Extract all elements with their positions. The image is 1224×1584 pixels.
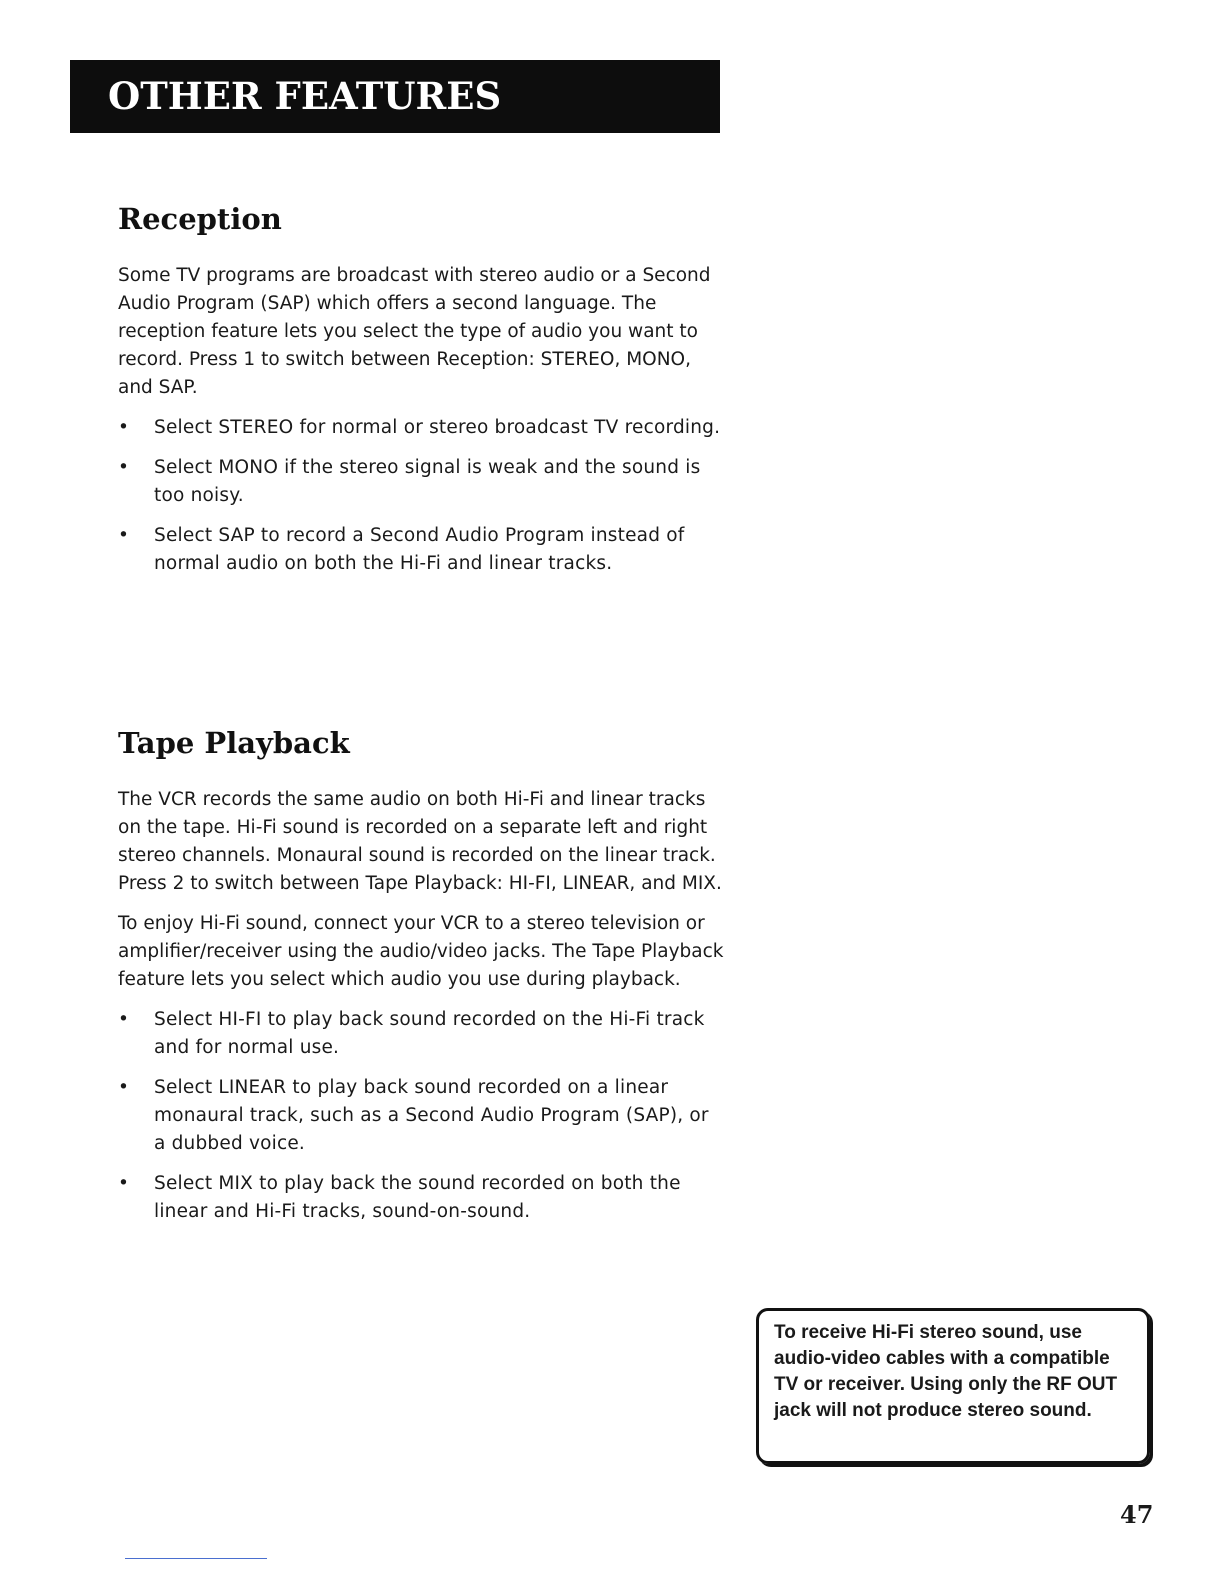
list-item-text: Select STEREO for normal or stereo broadcast TV recording. — [154, 417, 721, 438]
page-number: 47 — [1120, 1500, 1154, 1529]
bullet-icon: • — [118, 525, 130, 546]
bullet-icon: • — [118, 457, 130, 478]
list-item — [118, 414, 738, 442]
list-item-text: Select MIX to play back the sound recorded on both the linear and Hi-Fi tracks, sound-on-sound. — [154, 1173, 681, 1222]
list-item — [118, 1074, 714, 1158]
bullet-icon: • — [118, 1077, 130, 1098]
reception-section — [118, 202, 738, 590]
bullet-icon: • — [118, 1009, 130, 1030]
list-item-text: Select SAP to record a Second Audio Program instead of normal audio on both the Hi-Fi and linear tracks. — [154, 525, 685, 574]
list-item-text: Select MONO if the stereo signal is weak and the sound is too noisy. — [154, 457, 701, 506]
list-item — [118, 1170, 714, 1226]
reception-heading: Reception — [118, 202, 282, 236]
section-header-bar — [70, 60, 720, 133]
page-title: OTHER FEATURES — [108, 74, 502, 118]
bullet-icon: • — [118, 417, 130, 438]
list-item-text: Select HI-FI to play back sound recorded on the Hi-Fi track and for normal use. — [154, 1009, 705, 1058]
tape-playback-section — [118, 726, 738, 1238]
list-item — [118, 522, 714, 578]
bullet-icon: • — [118, 1173, 130, 1194]
tape-playback-para-1: The VCR records the same audio on both Hi-Fi and linear tracks on the tape. Hi-Fi sound is recorded on a separate left and right stereo channels. Monaural sound is recorded on the linear track. Press 2 to switch between Tape Playback: HI-FI, LINEAR, and MIX. — [118, 789, 722, 894]
tape-playback-para-2: To enjoy Hi-Fi sound, connect your VCR to a stereo television or amplifier/receiver using the audio/video jacks. The Tape Playback feature lets you select which audio you use during playback. — [118, 913, 724, 990]
footer-divider — [125, 1558, 267, 1559]
list-item — [118, 1006, 714, 1062]
tape-playback-bullet-list — [118, 1006, 738, 1226]
list-item — [118, 454, 714, 510]
list-item-text: Select LINEAR to play back sound recorded on a linear monaural track, such as a Second Audio Program (SAP), or a dubbed voice. — [154, 1077, 709, 1154]
reception-intro: Some TV programs are broadcast with stereo audio or a Second Audio Program (SAP) which offers a second language. The reception feature lets you select the type of audio you want to record. Press 1 to switch between Reception: STEREO, MONO, and SAP. — [118, 265, 711, 398]
note-text: To receive Hi-Fi stereo sound, use audio-video cables with a compatible TV or receiver. Using only the RF OUT jack will not produce stereo sound. — [774, 1322, 1118, 1421]
reception-bullet-list — [118, 414, 738, 578]
note-callout-box — [756, 1308, 1150, 1464]
tape-playback-heading: Tape Playback — [118, 726, 350, 760]
